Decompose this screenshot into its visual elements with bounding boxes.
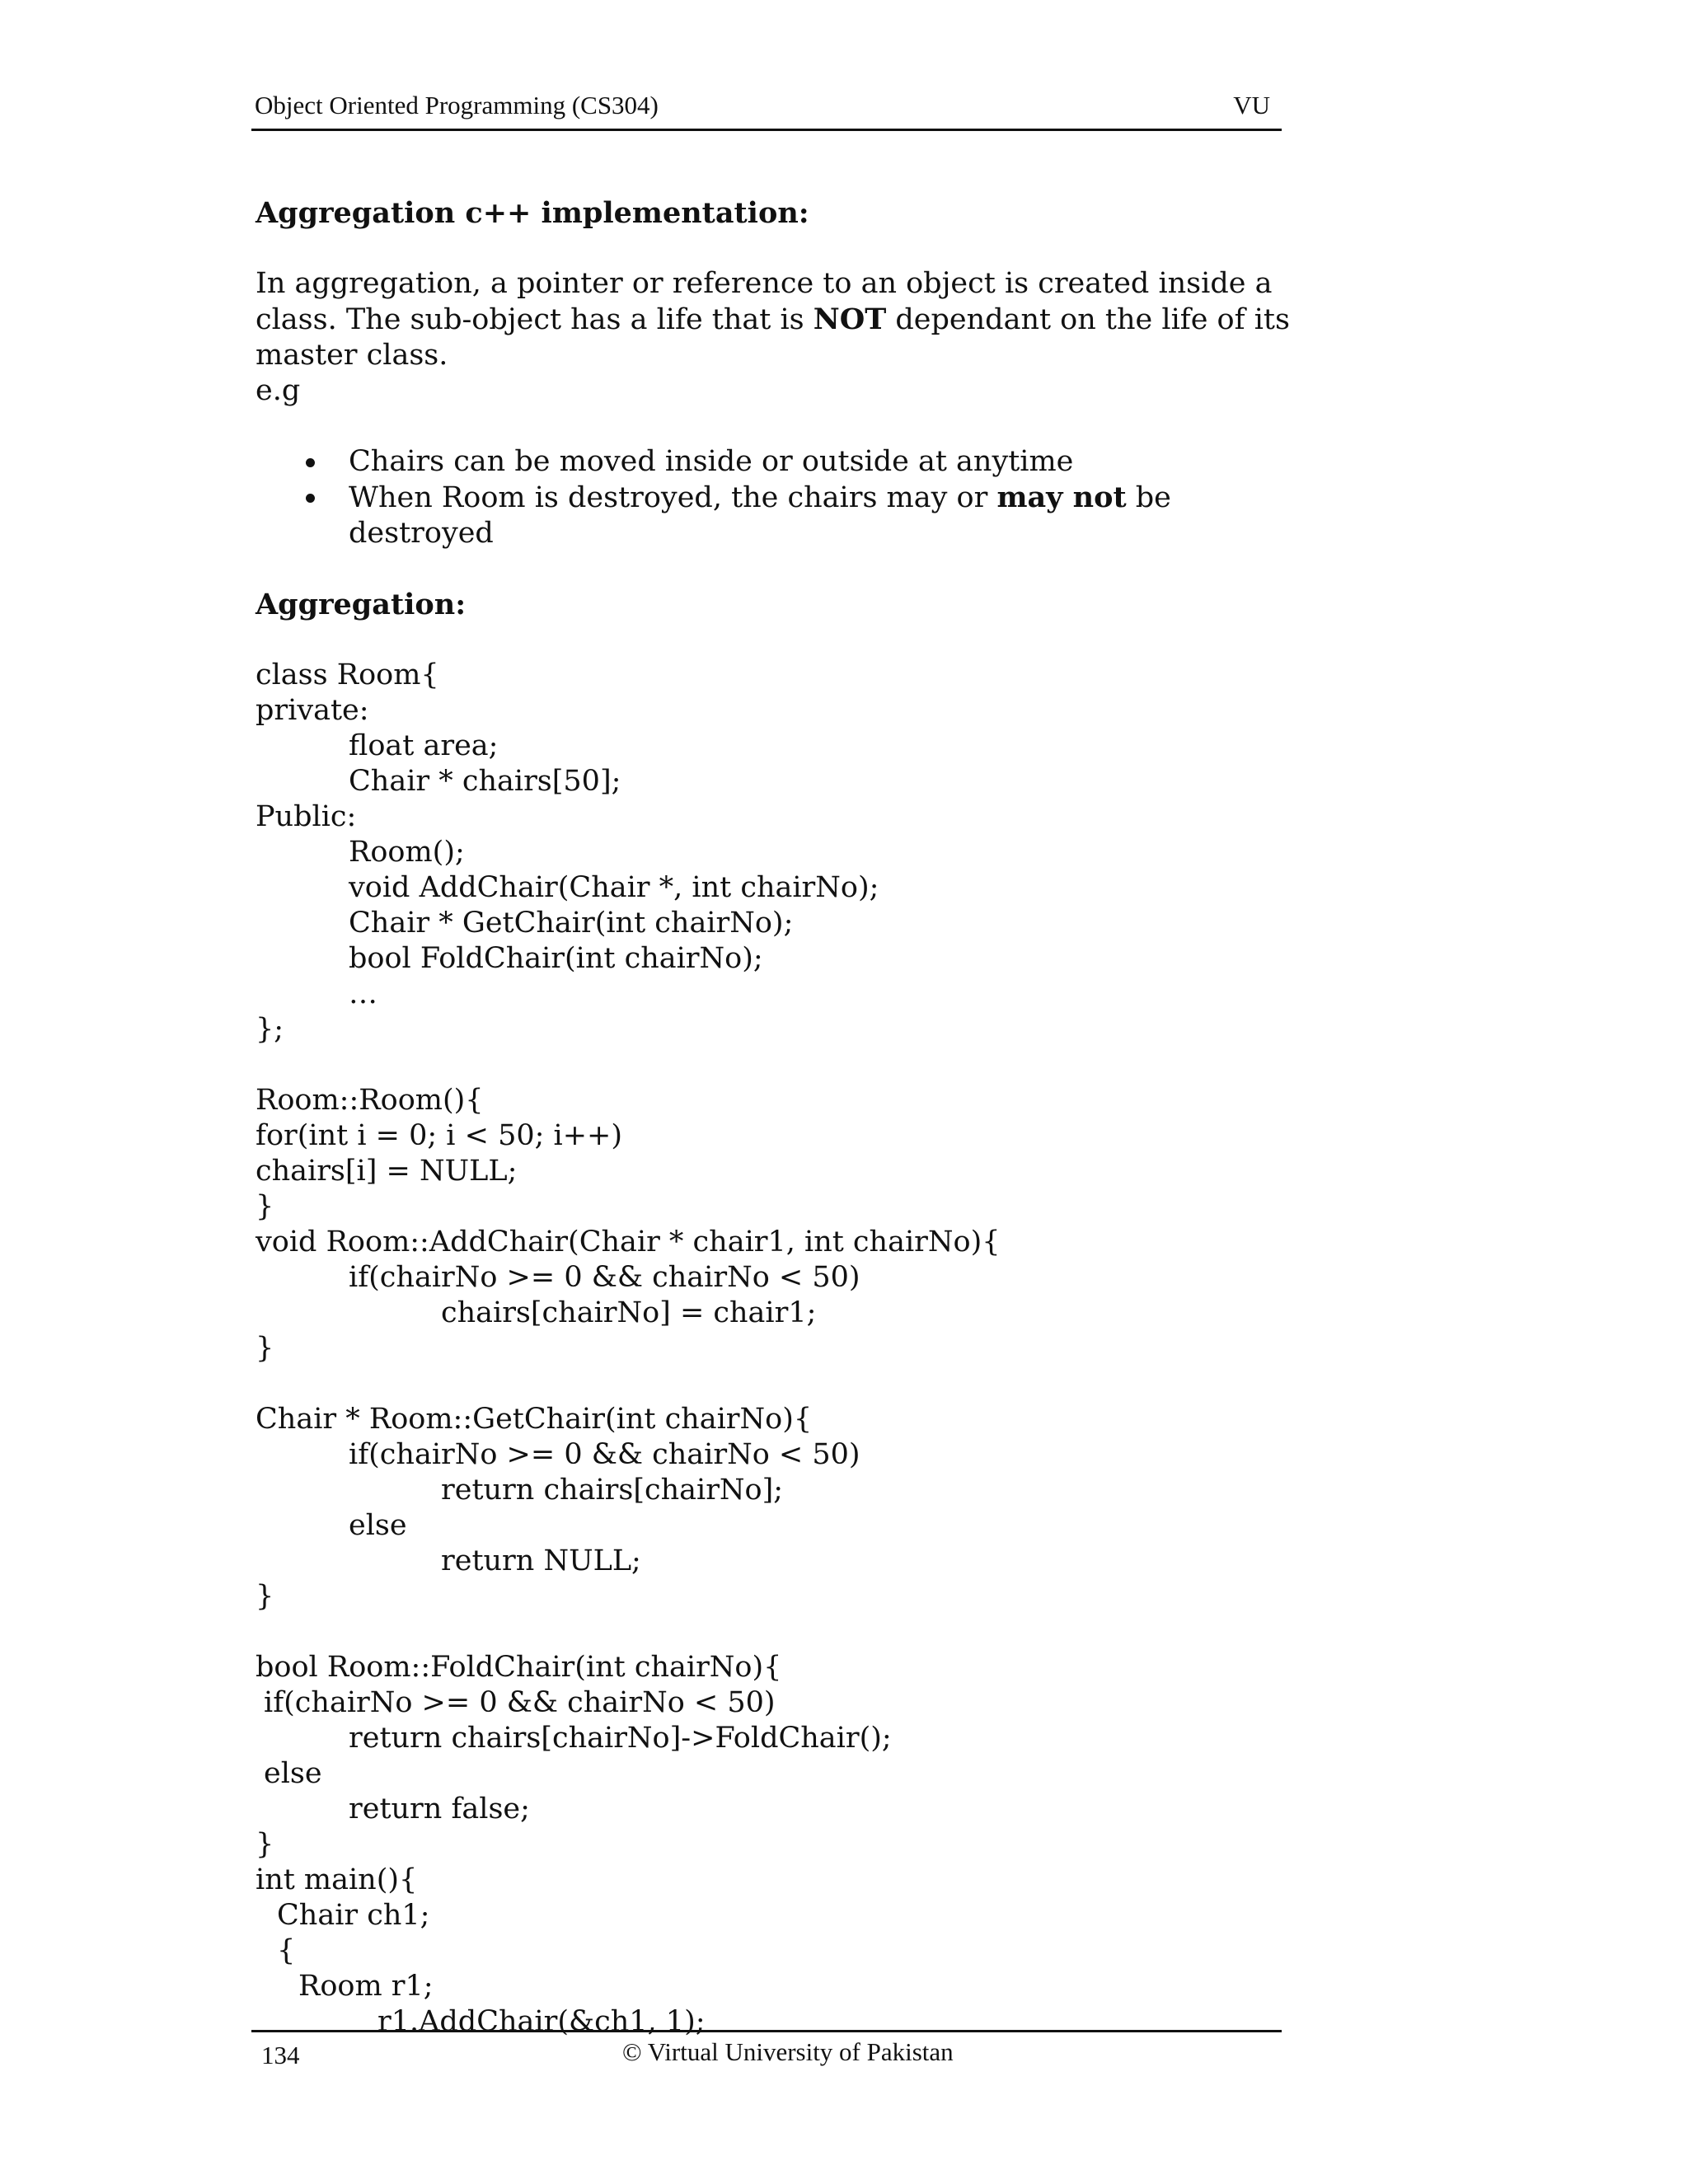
code-line: Chair ch1; <box>277 1899 430 1932</box>
code-line: } <box>256 1190 274 1223</box>
bullet-text: Chairs can be moved inside or outside at anytime <box>349 445 1074 478</box>
code-line: int main(){ <box>256 1863 418 1896</box>
code-line: float area; <box>349 729 499 762</box>
page-content <box>256 195 1294 2040</box>
section-title: Aggregation c++ implementation: <box>256 196 809 230</box>
code-line: } <box>256 1580 274 1613</box>
bullet-text: be destroyed <box>349 481 1171 550</box>
example-label: e.g <box>256 374 301 407</box>
code-line: else <box>349 1509 407 1542</box>
code-line <box>256 1615 1294 1650</box>
copyright-notice: © Virtual University of Pakistan <box>622 2037 954 2066</box>
bullet-bold: may not <box>996 480 1127 514</box>
code-line: else <box>264 1757 322 1790</box>
code-line: Room r1; <box>298 1970 434 2003</box>
institution-label: VU <box>1233 91 1270 120</box>
bullet-item <box>256 480 1294 551</box>
bullet-text: When Room is destroyed, the chairs may or <box>349 481 997 514</box>
code-line: Room(); <box>349 836 465 869</box>
bullet-item <box>256 444 1294 480</box>
code-line: chairs[chairNo] = chair1; <box>441 1296 817 1329</box>
page-footer <box>251 2030 1282 2074</box>
intro-bold: NOT <box>813 302 887 336</box>
code-line <box>256 1047 1294 1083</box>
page-number: 134 <box>261 2041 300 2069</box>
code-line: if(chairNo >= 0 && chairNo < 50) <box>264 1686 776 1719</box>
code-line: void Room::AddChair(Chair * chair1, int chairNo){ <box>256 1226 1001 1258</box>
intro-text-2: dependant on the life of its master class. <box>256 303 1290 372</box>
code-line: } <box>256 1828 274 1861</box>
code-line: Room::Room(){ <box>256 1084 484 1117</box>
code-line: Public: <box>256 800 357 833</box>
code-line: bool FoldChair(int chairNo); <box>349 942 763 975</box>
code-line: } <box>256 1332 274 1365</box>
code-line: private: <box>256 694 369 727</box>
code-line: class Room{ <box>256 658 439 691</box>
code-line: Chair * Room::GetChair(int chairNo){ <box>256 1403 813 1436</box>
code-line <box>256 1366 1294 1402</box>
page-header <box>251 87 1282 131</box>
course-title: Object Oriented Programming (CS304) <box>255 91 659 120</box>
code-line: for(int i = 0; i < 50; i++) <box>256 1119 623 1152</box>
code-line: { <box>277 1934 296 1967</box>
code-line: … <box>349 977 377 1010</box>
code-line: return false; <box>349 1793 530 1825</box>
bullet-list <box>256 444 1294 551</box>
code-heading: Aggregation: <box>256 588 467 621</box>
code-line: Chair * chairs[50]; <box>349 765 621 798</box>
code-line: Chair * GetChair(int chairNo); <box>349 907 794 940</box>
intro-text-1: In aggregation, a pointer or reference to an object is created inside a class. The sub-object has a life that is <box>256 267 1273 336</box>
code-line: return NULL; <box>441 1544 641 1577</box>
code-line: return chairs[chairNo]; <box>441 1474 784 1507</box>
code-line: return chairs[chairNo]->FoldChair(); <box>349 1722 892 1755</box>
code-line: chairs[i] = NULL; <box>256 1155 518 1188</box>
code-line: if(chairNo >= 0 && chairNo < 50) <box>349 1261 860 1294</box>
code-line: }; <box>256 1013 284 1046</box>
code-block <box>256 658 1294 2040</box>
code-line: bool Room::FoldChair(int chairNo){ <box>256 1651 782 1684</box>
intro-paragraph <box>256 266 1294 373</box>
code-line: if(chairNo >= 0 && chairNo < 50) <box>349 1438 860 1471</box>
code-line: void AddChair(Chair *, int chairNo); <box>349 871 879 904</box>
code-line: r1.AddChair(&ch1, 1); <box>377 2005 706 2038</box>
